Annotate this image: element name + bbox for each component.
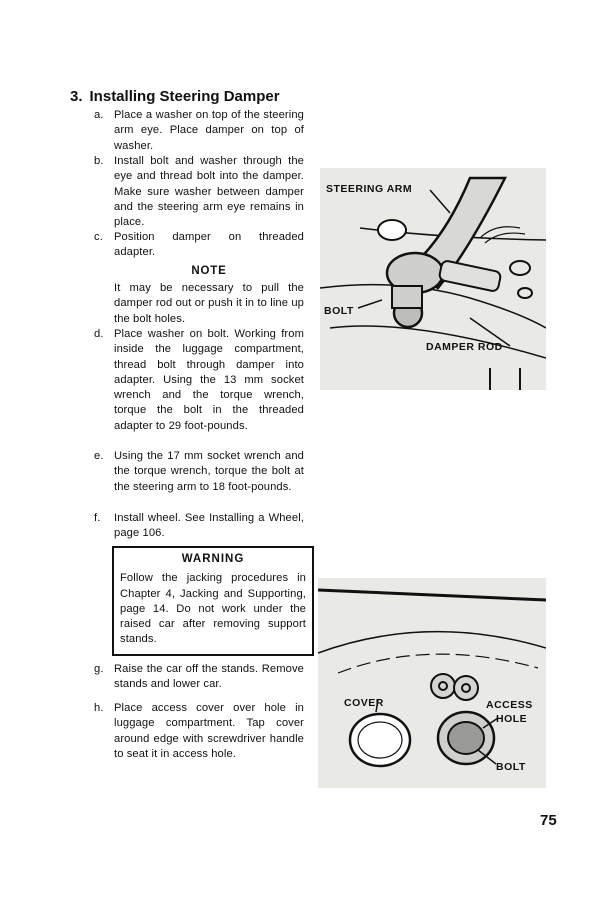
step-a <box>94 108 304 154</box>
step-c <box>94 230 304 261</box>
step-text: Place a washer on top of the steering arm eye. Place damper on top of washer. <box>114 109 304 152</box>
step-text: Position damper on threaded adapter. <box>114 231 304 259</box>
step-text: Place washer on bolt. Working from inside the luggage compartment, thread bolt through damper into adapter. Using the 13 mm socket wrench and the torque wrench, torque the bolt in the threaded adapter to 29 foot-pounds. <box>114 328 304 432</box>
label-hole: HOLE <box>496 713 528 725</box>
step-label: h. <box>94 702 104 714</box>
step-text: Raise the car off the stands. Remove stands and lower car. <box>114 663 304 691</box>
label-bolt: BOLT <box>324 305 354 317</box>
step-h <box>94 701 304 762</box>
warning-box <box>112 546 314 656</box>
step-label: g. <box>94 663 104 675</box>
steering-damper-illustration <box>320 168 546 390</box>
label-access: ACCESS <box>486 699 533 711</box>
step-text: Using the 17 mm socket wrench and the torque wrench, torque the bolt at the steering arm to 18 foot-pounds. <box>114 450 304 493</box>
note-text: It may be necessary to pull the damper rod out or push it in to line up the bolt holes. <box>114 282 304 325</box>
step-label: d. <box>94 328 104 340</box>
step-label: c. <box>94 231 103 243</box>
step-g <box>94 662 304 693</box>
section-heading <box>70 88 280 105</box>
access-cover-figure <box>318 578 546 788</box>
step-label: f. <box>94 512 101 524</box>
page-number: 75 <box>540 812 557 829</box>
step-d <box>94 327 304 434</box>
warning-title: WARNING <box>181 553 245 565</box>
step-e <box>94 449 304 495</box>
label-cover: COVER <box>344 697 384 709</box>
step-b <box>94 154 304 230</box>
step-label: a. <box>94 109 104 121</box>
step-text: Place access cover over hole in luggage compartment. Tap cover around edge with screwdriver handle to seat it in access hole. <box>114 702 304 760</box>
steering-damper-figure <box>320 168 546 390</box>
section-title: Installing Steering Damper <box>89 88 280 105</box>
label-damper-rod: DAMPER ROD <box>426 341 503 353</box>
note-title: NOTE <box>191 265 227 277</box>
step-label: e. <box>94 450 104 462</box>
warning-text: Follow the jacking procedures in Chapter 4, Jacking and Supporting, page 14. Do not work under the raised car after removing support stands. <box>120 572 306 646</box>
access-cover-illustration <box>318 578 546 788</box>
label-bolt: BOLT <box>496 761 526 773</box>
section-number: 3. <box>70 88 83 105</box>
step-text: Install bolt and washer through the eye and thread bolt into the damper. Make sure washer between damper and the steering arm eye remains in place. <box>114 155 304 229</box>
step-text: Install wheel. See Installing a Wheel, page 106. <box>114 512 304 540</box>
label-steering-arm: STEERING ARM <box>326 183 413 195</box>
step-label: b. <box>94 155 104 167</box>
step-f <box>94 511 304 542</box>
